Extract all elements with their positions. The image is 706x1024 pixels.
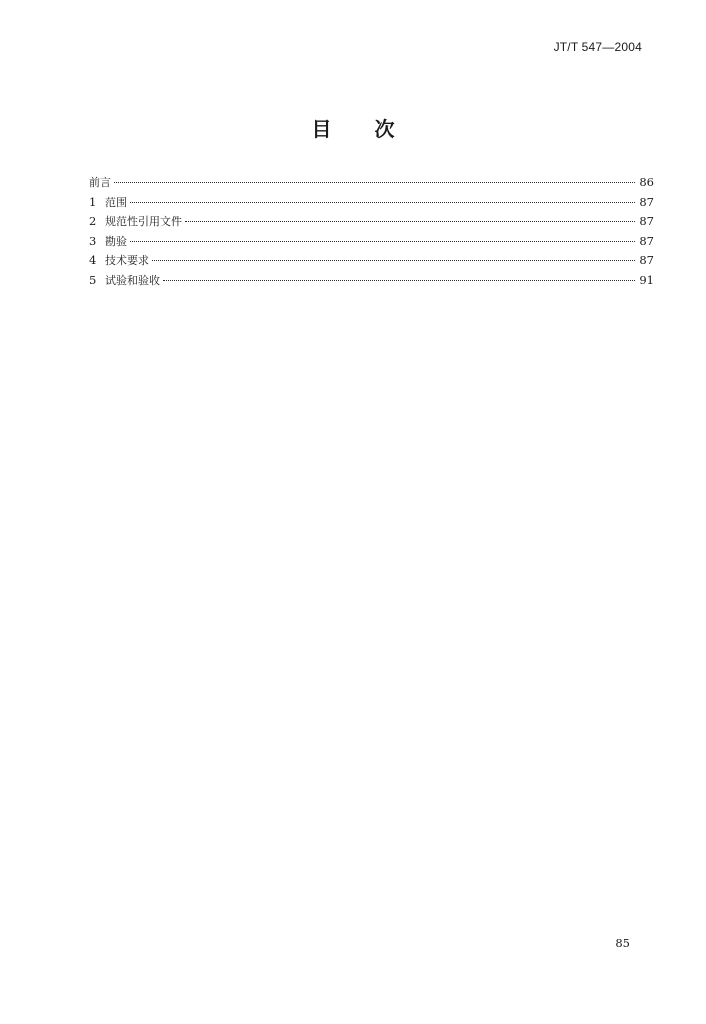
- toc-entry-label: 技术要求: [105, 254, 149, 268]
- toc-entry-number: 5: [89, 272, 97, 287]
- toc-leader-dots: [152, 260, 635, 261]
- toc-entry-survey[interactable]: [89, 232, 654, 252]
- toc-entry-page: 87: [639, 233, 654, 248]
- toc-entry-number: 4: [89, 253, 97, 268]
- toc-entry-number: 3: [89, 233, 97, 248]
- toc-entry-page: 87: [639, 253, 654, 268]
- toc-entry-label: 试验和验收: [105, 273, 160, 287]
- page-title: 目 次: [311, 117, 395, 141]
- toc-entry-number: 2: [89, 214, 97, 229]
- toc-entry-label: 前言: [89, 176, 111, 189]
- toc-entry-foreword[interactable]: [89, 173, 654, 193]
- toc-entry-label: 范围: [105, 195, 127, 209]
- toc-entry-label: 规范性引用文件: [105, 215, 182, 229]
- toc-entry-page: 87: [639, 194, 654, 209]
- toc-leader-dots: [130, 241, 635, 242]
- toc-entry-page: 87: [639, 214, 654, 229]
- toc-leader-dots: [130, 202, 635, 203]
- toc-entry-testing-and-acceptance[interactable]: [89, 271, 654, 291]
- page-number: 85: [615, 936, 630, 950]
- toc-entry-normative-references[interactable]: [89, 212, 654, 232]
- standard-code: JT/T 547—2004: [553, 40, 642, 54]
- toc-entry-page: 91: [639, 272, 654, 287]
- toc-entry-number: 1: [89, 194, 97, 209]
- toc-entry-technical-requirements[interactable]: [89, 251, 654, 271]
- toc-leader-dots: [114, 182, 635, 183]
- toc-leader-dots: [163, 280, 635, 281]
- toc-entry-page: 86: [639, 175, 654, 189]
- table-of-contents: [89, 173, 654, 291]
- toc-entry-label: 勘验: [105, 234, 127, 248]
- toc-entry-scope[interactable]: [89, 193, 654, 213]
- toc-leader-dots: [185, 221, 635, 222]
